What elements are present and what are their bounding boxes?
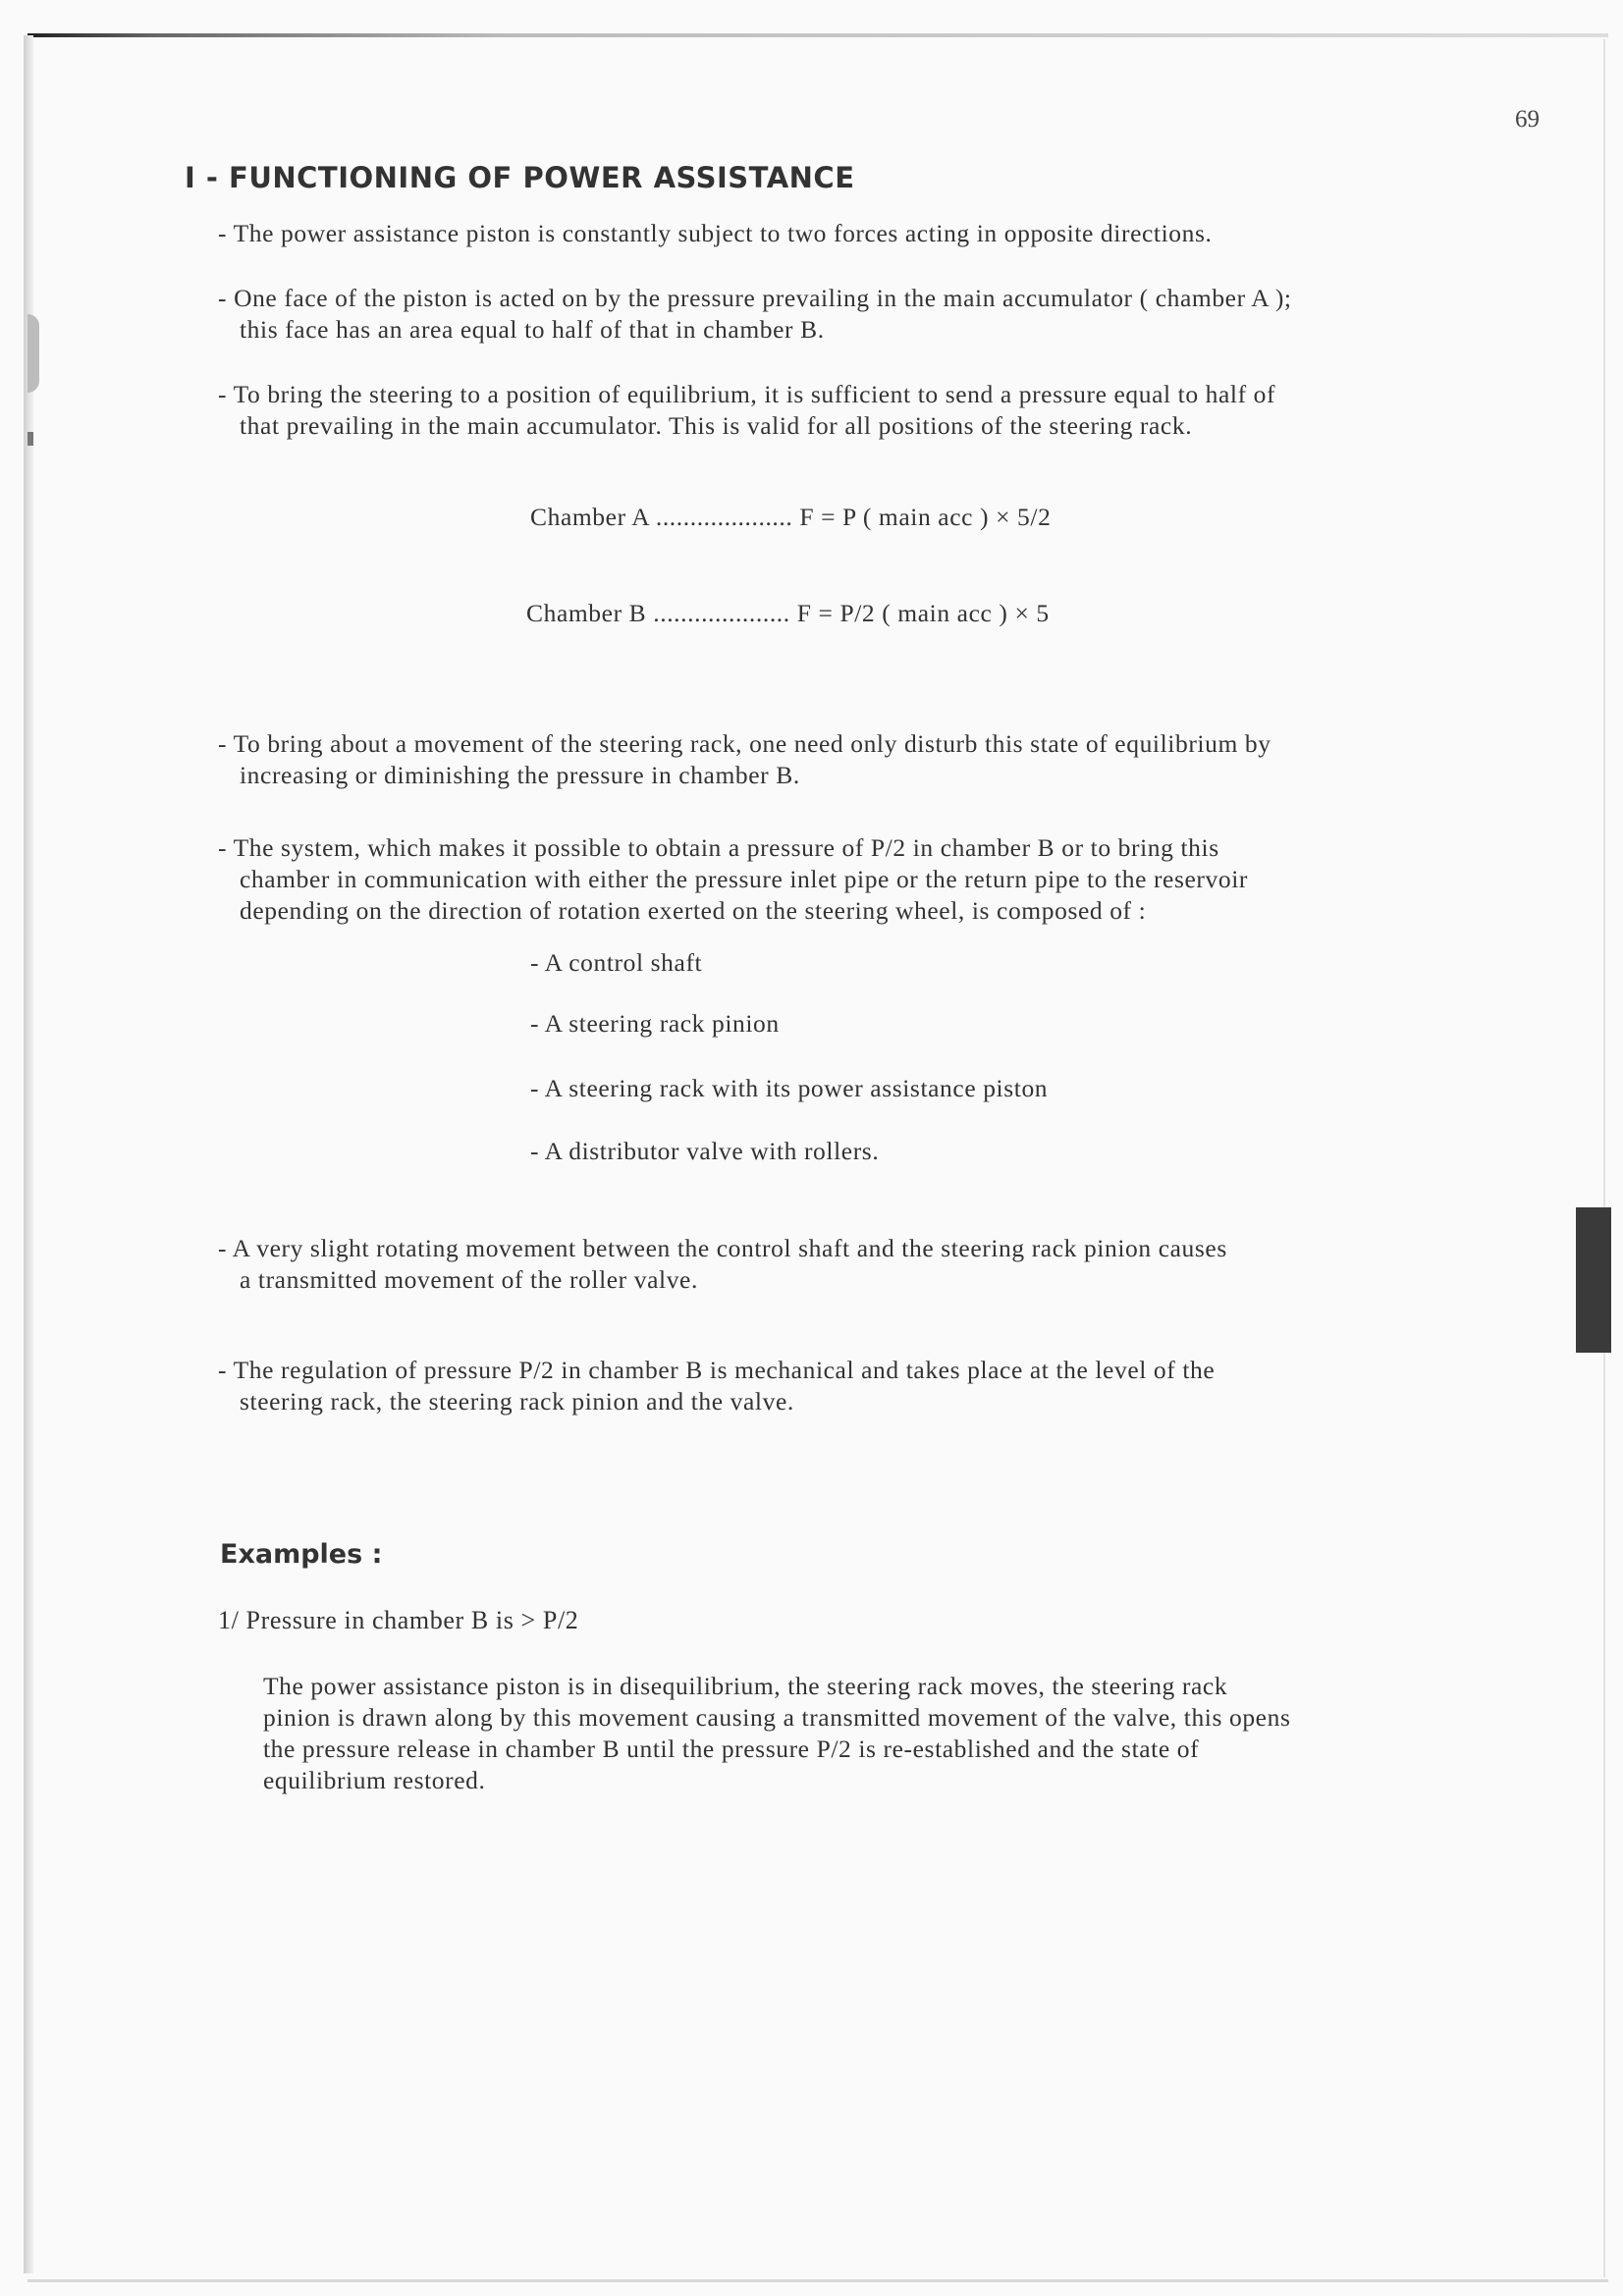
formula-expression: F = P ( main acc ) × 5/2 <box>799 503 1052 531</box>
example-line: the pressure release in chamber B until the pressure P/2 is re-established and the state of <box>263 1735 1200 1763</box>
examples-heading: Examples : <box>220 1539 383 1570</box>
formula-chamber-a <box>530 503 1051 532</box>
page-edge-right <box>1603 39 1605 2277</box>
thumb-index-tab <box>1576 1207 1611 1353</box>
list-item: - A steering rack with its power assistance piston <box>530 1074 1049 1102</box>
example-body <box>263 1671 1290 1796</box>
list-item: - A distributor valve with rollers. <box>530 1137 880 1165</box>
paragraph-line: depending on the direction of rotation exerted on the steering wheel, is composed of : <box>240 896 1147 925</box>
paragraph-line: - The power assistance piston is constantly subject to two forces acting in opposite directions. <box>218 219 1213 247</box>
paragraph-line: - To bring the steering to a position of equilibrium, it is sufficient to send a pressure equal to half of <box>218 380 1276 408</box>
formula-leader: .................... <box>653 599 790 627</box>
paragraph-line: - One face of the piston is acted on by the pressure prevailing in the main accumulator ( chamber A ); <box>218 284 1292 312</box>
formula-leader: .................... <box>655 503 793 531</box>
formula-label: Chamber A <box>530 503 649 531</box>
section-title: I - FUNCTIONING OF POWER ASSISTANCE <box>185 161 855 194</box>
example-line: pinion is drawn along by this movement causing a transmitted movement of the valve, this opens <box>263 1703 1291 1732</box>
paragraph-line: that prevailing in the main accumulator. This is valid for all positions of the steering rack. <box>240 411 1193 440</box>
paragraph-line: chamber in communication with either the pressure inlet pipe or the return pipe to the reservoir <box>240 865 1248 893</box>
example-title: 1/ Pressure in chamber B is > P/2 <box>218 1606 579 1634</box>
paragraph-line: - To bring about a movement of the steering rack, one need only disturb this state of equilibrium by <box>218 729 1271 758</box>
formula-chamber-b <box>526 599 1050 628</box>
formula-expression: F = P/2 ( main acc ) × 5 <box>796 599 1050 627</box>
paragraph-line: - A very slight rotating movement between the control shaft and the steering rack pinion causes <box>218 1234 1227 1262</box>
page-edge-top <box>27 33 1608 37</box>
paragraph-line: this face has an area equal to half of that in chamber B. <box>240 315 825 344</box>
list-item: - A control shaft <box>530 948 703 977</box>
paragraph-line: steering rack, the steering rack pinion and the valve. <box>240 1387 794 1415</box>
example-line: The power assistance piston is in disequilibrium, the steering rack moves, the steering rack <box>263 1672 1228 1700</box>
example-line: equilibrium restored. <box>263 1766 486 1794</box>
paragraph-line: increasing or diminishing the pressure in chamber B. <box>240 761 800 789</box>
paragraph-3 <box>218 379 1275 442</box>
paragraph-2 <box>218 283 1292 346</box>
paragraph-4 <box>218 728 1271 791</box>
paragraph-5 <box>218 832 1248 927</box>
paragraph-line: - The regulation of pressure P/2 in chamber B is mechanical and takes place at the level of the <box>218 1356 1216 1384</box>
paragraph-line: a transmitted movement of the roller valve. <box>240 1265 698 1294</box>
page-number: 69 <box>1515 106 1540 133</box>
paragraph-6 <box>218 1233 1227 1296</box>
list-item: - A steering rack pinion <box>530 1009 780 1038</box>
paragraph-1 <box>218 218 1212 249</box>
formula-label: Chamber B <box>526 599 647 627</box>
page-edge-bottom <box>27 2279 1608 2282</box>
paragraph-7 <box>218 1355 1215 1417</box>
binding-tab <box>27 314 39 393</box>
paragraph-line: - The system, which makes it possible to obtain a pressure of P/2 in chamber B or to bring this <box>218 833 1219 862</box>
binding-tick <box>27 432 33 446</box>
